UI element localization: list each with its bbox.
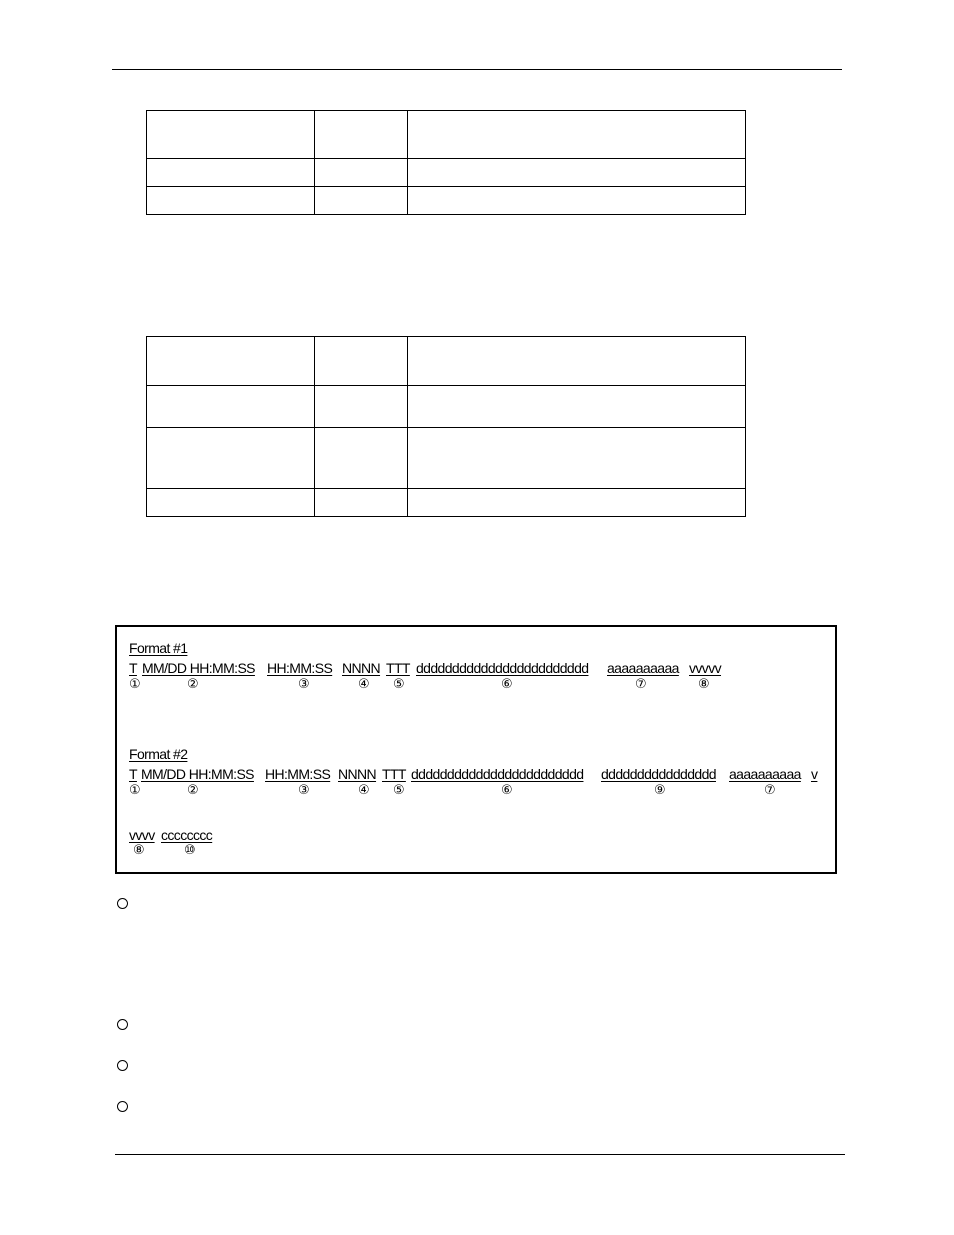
format2-marker-10: ⑩ — [184, 843, 196, 858]
footer-rule — [115, 1154, 845, 1155]
bullet-circle-icon — [117, 1019, 128, 1030]
table-row — [147, 337, 746, 386]
format1-marker-6: ⑥ — [501, 677, 513, 692]
format1-marker-8: ⑧ — [698, 677, 710, 692]
format1-field-value: vvvvv — [689, 660, 722, 676]
format2-marker-5: ⑤ — [393, 783, 405, 798]
format2-marker-1: ① — [129, 783, 141, 798]
format2-marker-3: ③ — [298, 783, 310, 798]
format1-field-description: dddddddddddddddddddddddd — [416, 660, 589, 676]
format2-field-date-time: MM/DD HH:MM:SS — [141, 766, 254, 782]
format1-field-number: NNNN — [342, 660, 381, 676]
format2-field-description: dddddddddddddddddddddddd — [411, 766, 584, 782]
bullet-circle-icon — [117, 898, 128, 909]
table-row — [147, 111, 746, 159]
format2-field-time: HH:MM:SS — [265, 766, 331, 782]
table-2 — [146, 336, 746, 517]
format2-marker-9: ⑨ — [654, 783, 666, 798]
table-1 — [146, 110, 746, 215]
format2-field-number: NNNN — [338, 766, 377, 782]
format2-field-checksum: cccccccc — [161, 827, 213, 843]
table-row — [147, 489, 746, 517]
format1-marker-7: ⑦ — [635, 677, 647, 692]
header-rule — [112, 69, 842, 70]
format1-title: Format #1 — [129, 640, 188, 656]
format2-title: Format #2 — [129, 746, 188, 762]
format1-field-alpha: aaaaaaaaaa — [607, 660, 679, 676]
format2-marker-2: ② — [187, 783, 199, 798]
format2-marker-8: ⑧ — [133, 843, 145, 858]
table-row — [147, 187, 746, 215]
format1-field-ttt: TTT — [386, 660, 410, 676]
format1-marker-3: ③ — [298, 677, 310, 692]
format1-marker-1: ① — [129, 677, 141, 692]
format2-field-ttt: TTT — [382, 766, 406, 782]
format1-field-time: HH:MM:SS — [267, 660, 333, 676]
format2-marker-7: ⑦ — [764, 783, 776, 798]
bullet-circle-icon — [117, 1101, 128, 1112]
format2-field-value-rest: vvvv — [129, 827, 155, 843]
format2-field-alpha: aaaaaaaaaa — [729, 766, 801, 782]
format2-field-value-start: v — [811, 766, 818, 782]
table-row — [147, 386, 746, 428]
table-row — [147, 428, 746, 489]
bullet-circle-icon — [117, 1060, 128, 1071]
format1-marker-5: ⑤ — [393, 677, 405, 692]
format2-marker-6: ⑥ — [501, 783, 513, 798]
format1-marker-2: ② — [187, 677, 199, 692]
format1-field-date-time: MM/DD HH:MM:SS — [142, 660, 255, 676]
format2-field-extra-description: dddddddddddddddd — [601, 766, 716, 782]
format1-field-type: T — [129, 660, 137, 676]
table-row — [147, 159, 746, 187]
format1-marker-4: ④ — [358, 677, 370, 692]
format2-field-type: T — [129, 766, 137, 782]
format2-marker-4: ④ — [358, 783, 370, 798]
